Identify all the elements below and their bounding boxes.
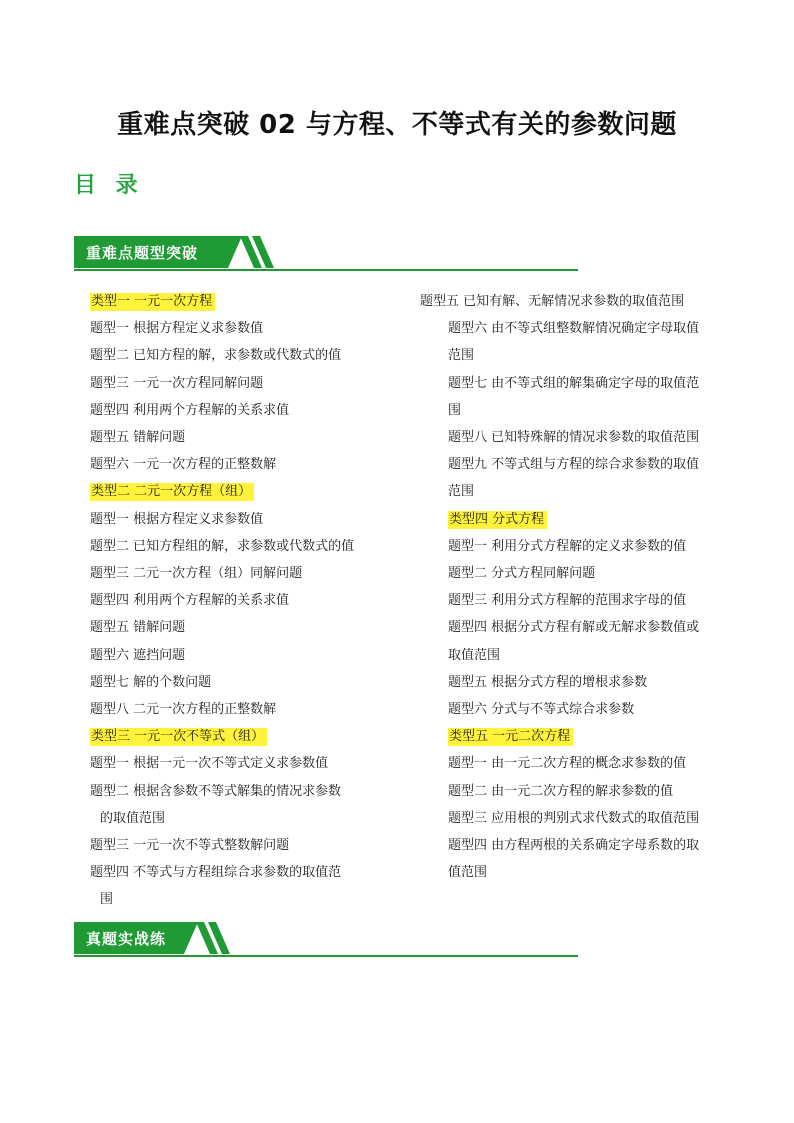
section-label-practice: 真题实战练 <box>86 930 167 948</box>
toc-item[interactable]: 题型二 根据含参数不等式解集的情况求参数 <box>90 783 342 799</box>
toc-item[interactable]: 题型二 由一元二次方程的解求参数的值 <box>448 783 674 799</box>
toc-item[interactable]: 题型三 一元一次不等式整数解问题 <box>90 838 290 854</box>
toc-item[interactable]: 题型三 利用分式方程解的范围求字母的值 <box>448 593 687 609</box>
toc-item[interactable]: 题型七 解的个数问题 <box>90 674 212 690</box>
toc-heading: 目 录 <box>74 173 144 198</box>
section-rule <box>74 269 578 271</box>
toc-item[interactable]: 题型四 利用两个方程解的关系求值 <box>90 402 290 418</box>
toc-item[interactable]: 题型二 分式方程同解问题 <box>448 566 596 582</box>
toc-type-heading[interactable] <box>420 506 740 533</box>
toc-item[interactable]: 题型一 由一元二次方程的概念求参数的值 <box>448 756 687 772</box>
toc-item[interactable]: 题型一 根据一元一次不等式定义求参数值 <box>90 756 329 772</box>
toc-left-column <box>90 288 390 914</box>
toc-type-heading[interactable] <box>90 288 390 315</box>
toc-item-continuation[interactable]: 围 <box>448 402 462 418</box>
toc-item-continuation[interactable]: 范围 <box>448 484 475 500</box>
section-banner-practice <box>74 922 578 958</box>
toc-item[interactable]: 题型五 根据分式方程的增根求参数 <box>448 674 648 690</box>
toc-type-label: 类型五 一元二次方程 <box>448 728 573 746</box>
toc-item-continuation[interactable]: 值范围 <box>448 865 488 881</box>
toc-item[interactable]: 题型六 由不等式组整数解情况确定字母取值 <box>448 321 700 337</box>
toc-item[interactable]: 题型四 根据分式方程有解或无解求参数值或 <box>448 620 700 636</box>
toc-item-continuation[interactable]: 的取值范围 <box>100 810 166 826</box>
section-label-breakthrough: 重难点题型突破 <box>86 244 199 262</box>
toc-item[interactable]: 题型七 由不等式组的解集确定字母的取值范 <box>448 375 700 391</box>
toc-item[interactable]: 题型三 一元一次方程同解问题 <box>90 375 264 391</box>
toc-item[interactable]: 题型一 根据方程定义求参数值 <box>90 321 264 337</box>
toc-type-label: 类型四 分式方程 <box>448 511 547 529</box>
toc-item[interactable]: 题型四 利用两个方程解的关系求值 <box>90 593 290 609</box>
toc-type-label: 类型三 一元一次不等式（组） <box>90 728 267 746</box>
toc-type-label: 类型二 二元一次方程（组） <box>90 483 254 501</box>
banner-stripes-icon <box>190 922 236 954</box>
toc-item[interactable]: 题型九 不等式组与方程的综合求参数的取值 <box>448 457 700 473</box>
toc-type-heading[interactable] <box>90 723 390 750</box>
toc-item[interactable]: 题型六 一元一次方程的正整数解 <box>90 457 277 473</box>
toc-item[interactable]: 题型三 二元一次方程（组）同解问题 <box>90 566 303 582</box>
section-rule <box>74 955 578 957</box>
toc-type-heading[interactable] <box>420 723 740 750</box>
page-title: 重难点突破 02 与方程、不等式有关的参数问题 <box>117 110 677 140</box>
toc-item[interactable]: 题型八 已知特殊解的情况求参数的取值范围 <box>448 430 700 446</box>
toc-item[interactable]: 题型五 已知有解、无解情况求参数的取值范围 <box>420 294 685 309</box>
toc-item-continuation[interactable]: 围 <box>100 892 114 908</box>
toc-right-column <box>420 288 740 886</box>
toc-item[interactable]: 题型三 应用根的判别式求代数式的取值范围 <box>448 810 700 826</box>
toc-item[interactable]: 题型二 已知方程的解，求参数或代数式的值 <box>90 348 342 364</box>
toc-item-continuation[interactable]: 范围 <box>448 348 475 364</box>
toc-item[interactable]: 题型四 不等式与方程组综合求参数的取值范 <box>90 865 342 881</box>
toc-item[interactable]: 题型五 错解问题 <box>90 430 186 446</box>
toc-item[interactable]: 题型二 已知方程组的解，求参数或代数式的值 <box>90 538 355 554</box>
toc-type-heading[interactable] <box>90 478 390 505</box>
toc-item[interactable]: 题型一 利用分式方程解的定义求参数的值 <box>448 538 687 554</box>
toc-item[interactable]: 题型四 由方程两根的关系确定字母系数的取 <box>448 838 700 854</box>
toc-item[interactable]: 题型八 二元一次方程的正整数解 <box>90 702 277 718</box>
toc-item[interactable]: 题型一 根据方程定义求参数值 <box>90 511 264 527</box>
toc-item[interactable]: 题型六 遮挡问题 <box>90 647 186 663</box>
toc-item-continuation[interactable]: 取值范围 <box>448 647 501 663</box>
toc-item[interactable]: 题型六 分式与不等式综合求参数 <box>448 702 635 718</box>
banner-stripes-icon <box>234 236 280 268</box>
toc-type-label: 类型一 一元一次方程 <box>90 293 215 311</box>
section-banner-breakthrough <box>74 236 578 272</box>
toc-item[interactable]: 题型五 错解问题 <box>90 620 186 636</box>
